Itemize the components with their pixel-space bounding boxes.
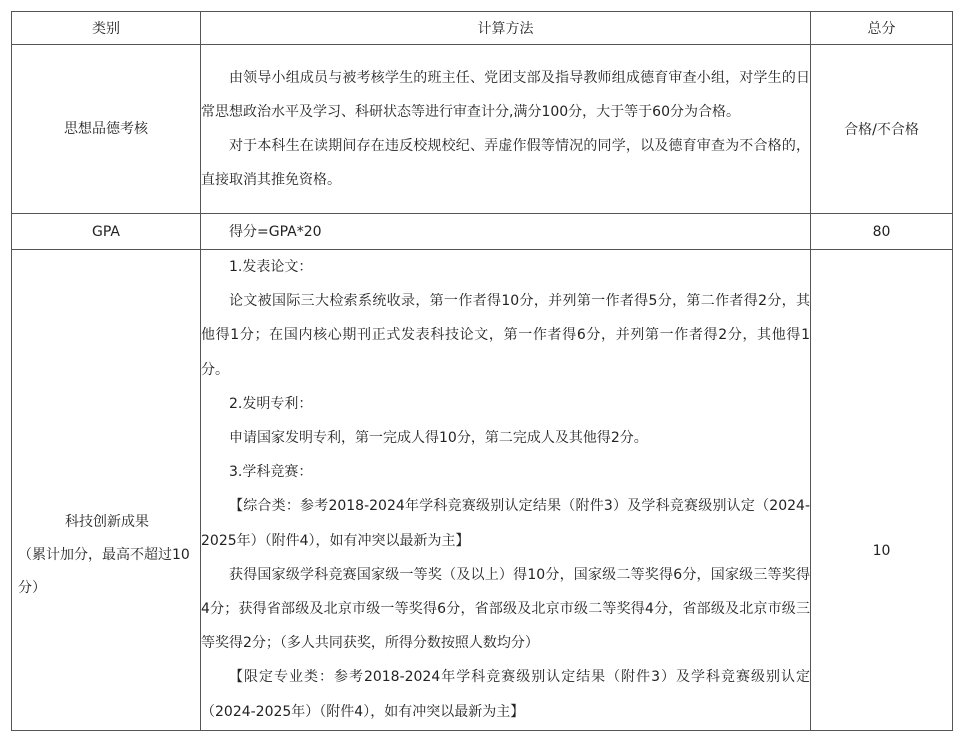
moral-total: 合格/不合格 [811,45,953,214]
sci-item1-text: 论文被国际三大检索系统收录，第一作者得10分，并列第一作者得5分，第二作者得2分，其他得1分；在国内核心期刊正式发表科技论文，第一作者得6分，并列第一作者得2分，其他得1分。 [201,293,810,378]
sci-item3-comprehensive: 【综合类：参考2018-2024年学科竞赛级别认定结果（附件3）及学科竞赛级别认定（2024-2025年）（附件4），如有冲突以最新为主】 [201,498,810,549]
moral-method-p2: 对于本科生在读期间存在违反校规校纪、弄虚作假等情况的同学，以及德育审查为不合格的，直接取消其推免资格。 [201,138,810,188]
sci-total-cell [811,250,953,731]
table-header-row [12,12,953,45]
sci-category-note: （累计加分，最高不超过10分） [18,547,190,596]
sci-category: 科技创新成果 [65,514,149,530]
moral-method-p1: 由领导小组成员与被考核学生的班主任、党团支部及指导教师组成德育审查小组，对学生的日常思想政治水平及学习、科研状态等进行审查计分,满分100分，大于等于60分为合格。 [201,70,810,120]
sci-item2-title: 2.发明专利： [229,395,313,412]
sci-method [201,250,811,731]
sci-item3-title: 3.学科竞赛： [229,464,313,481]
gpa-method [201,214,811,250]
score-criteria-table [11,11,953,731]
table-row-moral [12,45,953,214]
sci-category-cell [12,250,201,731]
sci-total: 10 [872,543,891,559]
gpa-total: 80 [811,214,953,250]
sci-item3-awards: 获得国家级学科竞赛国家级一等奖（及以上）得10分，国家级二等奖得6分，国家级三等奖得4分；获得省部级及北京市级一等奖得6分，省部级及北京市级二等奖得4分，省部级及北京市级三等奖得2分；（多人共同获奖，所得分数按照人数均分） [201,566,810,652]
moral-method [201,45,811,214]
moral-category: 思想品德考核 [12,45,201,214]
gpa-method-text: 得分=GPA*20 [229,223,322,240]
sci-item1-title: 1.发表论文： [229,259,313,275]
sci-item2-text: 申请国家发明专利，第一完成人得10分，第二完成人及其他得2分。 [229,430,648,447]
header-total: 总分 [811,12,953,45]
table-row-gpa [12,214,953,250]
header-category: 类别 [12,12,201,45]
header-method: 计算方法 [201,12,811,45]
sci-item3-limited: 【限定专业类：参考2018-2024年学科竞赛级别认定结果（附件3）及学科竞赛级别认定（2024-2025年）（附件4），如有冲突以最新为主】 [201,669,810,720]
table-row-sci [12,250,953,731]
gpa-category: GPA [12,214,201,250]
